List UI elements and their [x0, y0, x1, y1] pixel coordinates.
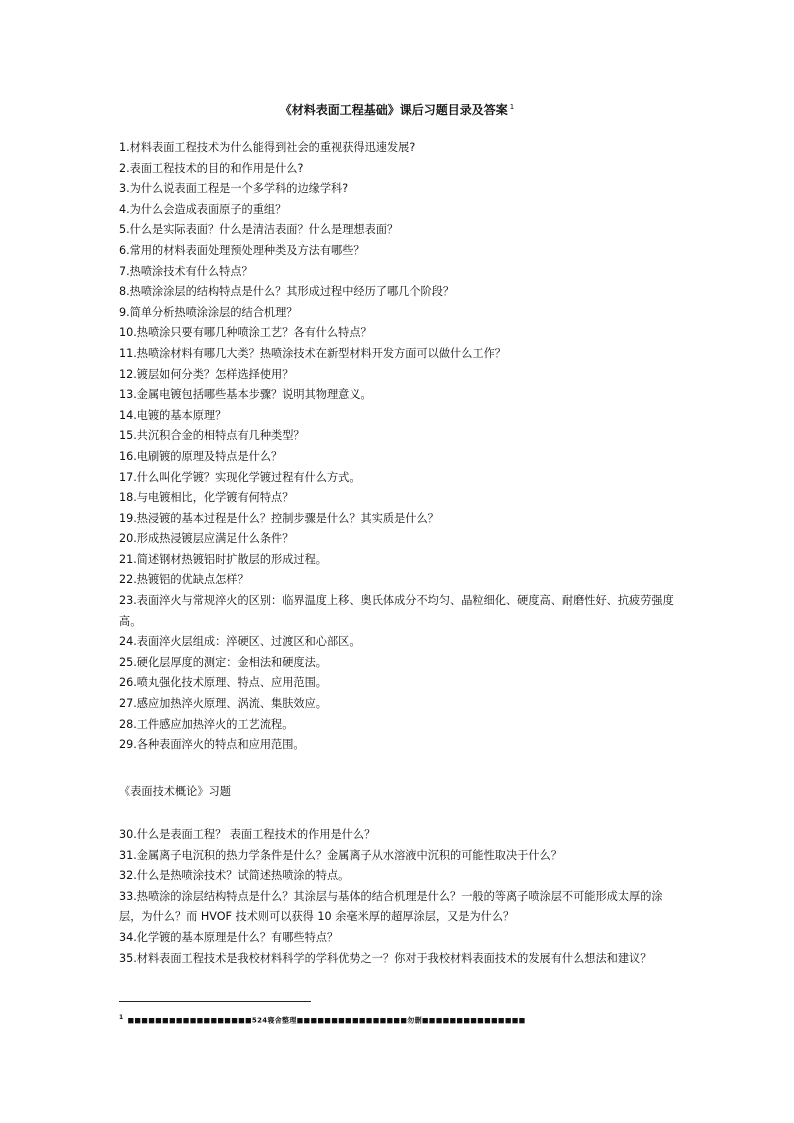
question-item: 4.为什么会造成表面原子的重组？: [119, 202, 287, 216]
question-item: 13.金属电镀包括哪些基本步骤？说明其物理意义。: [119, 388, 372, 402]
question-item: 22.热镀铝的优缺点怎样？: [119, 573, 249, 587]
question-item: 11.热喷涂材料有哪几大类？热喷涂技术在新型材料开发方面可以做什么工作？: [119, 346, 506, 360]
question-item: 3.为什么说表面工程是一个多学科的边缘学科?: [119, 182, 349, 196]
question-item: 10.热喷涂只要有哪几种喷涂工艺？各有什么特点？: [119, 326, 372, 340]
question-item: 32.什么是热喷涂技术？试简述热喷涂的特点。: [119, 869, 350, 883]
question-item: 21.简述钢材热镀铝时扩散层的形成过程。: [119, 552, 327, 566]
question-item: 24.表面淬火层组成：淬硬区、过渡区和心部区。: [119, 635, 361, 649]
footnote: [119, 1012, 526, 1026]
question-item: 14.电镀的基本原理？: [119, 408, 227, 422]
footnote-text: ■■■■■■■■■■■■■■■■■■524寝舍整理■■■■■■■■■■■■■■■■勿删■■■■■■■■■■■■■■■: [127, 1016, 526, 1025]
question-item: 20.形成热浸镀层应满足什么条件？: [119, 532, 294, 546]
question-item: 6.常用的材料表面处理预处理种类及方法有哪些？: [119, 243, 365, 257]
question-item: 7.热喷涂技术有什么特点？: [119, 264, 253, 278]
title-footnote-mark: 1: [509, 103, 515, 111]
question-item: 5.什么是实际表面？什么是清洁表面？什么是理想表面？: [119, 223, 399, 237]
question-list-part2: [119, 825, 681, 969]
question-item: 1.材料表面工程技术为什么能得到社会的重视获得迅速发展?: [119, 141, 416, 154]
question-item: 19.热浸镀的基本过程是什么？控制步骤是什么？其实质是什么？: [119, 511, 439, 525]
question-item: 2.表面工程技术的目的和作用是什么?: [119, 161, 304, 175]
question-item: 33.热喷涂的涂层结构特点是什么？其涂层与基体的结合机理是什么？一般的等离子喷涂层不可能形成太厚的涂层，为什么？而 HVOF 技术则可以获得 10 余毫米厚的超厚涂层，又是为什么？: [119, 889, 663, 924]
footnote-separator: [119, 1001, 311, 1002]
section2-title: 《表面技术概论》习题: [119, 785, 231, 798]
question-item: 27.感应加热淬火原理、涡流、集肤效应。: [119, 697, 327, 711]
question-item: 26.喷丸强化技术原理、特点、应用范围。: [119, 676, 327, 690]
question-item: 17.什么叫化学镀？实现化学镀过程有什么方式。: [119, 470, 361, 484]
question-item: 9.简单分析热喷涂涂层的结合机理？: [119, 305, 298, 319]
question-item: 15.共沉积合金的相特点有几种类型？: [119, 429, 305, 443]
question-item: 28.工件感应加热淬火的工艺流程。: [119, 717, 294, 731]
question-item: 25.硬化层厚度的测定：金相法和硬度法。: [119, 655, 327, 669]
question-item: 29.各种表面淬火的特点和应用范围。: [119, 738, 305, 752]
question-item: 30.什么是表面工程？ 表面工程技术的作用是什么？: [119, 828, 376, 841]
question-item: 16.电刷镀的原理及特点是什么？: [119, 449, 283, 463]
question-item: 18.与电镀相比，化学镀有何特点？: [119, 491, 294, 505]
document-title: [0, 99, 794, 118]
question-item: 34.化学镀的基本原理是什么？有哪些特点？: [119, 930, 339, 944]
title-text: 《材料表面工程基础》课后习题目录及答案: [279, 103, 508, 117]
question-item: 31.金属离子电沉积的热力学条件是什么？金属离子从水溶液中沉积的可能性取决于什么？: [119, 848, 562, 862]
question-item: 35.材料表面工程技术是我校材料科学的学科优势之一？你对于我校材料表面技术的发展有什么想法和建议？: [119, 951, 652, 965]
question-item: 12.镀层如何分类？怎样选择使用？: [119, 367, 294, 381]
question-item: 23.表面淬火与常规淬火的区别：临界温度上移、奥氏体成分不均匀、晶粒细化、硬度高、耐磨性好、抗疲劳强度高。: [119, 594, 674, 628]
footnote-mark: 1: [119, 1014, 124, 1021]
question-list-part1: [119, 138, 681, 756]
question-item: 8.热喷涂涂层的结构特点是什么？其形成过程中经历了哪几个阶段？: [119, 285, 455, 299]
